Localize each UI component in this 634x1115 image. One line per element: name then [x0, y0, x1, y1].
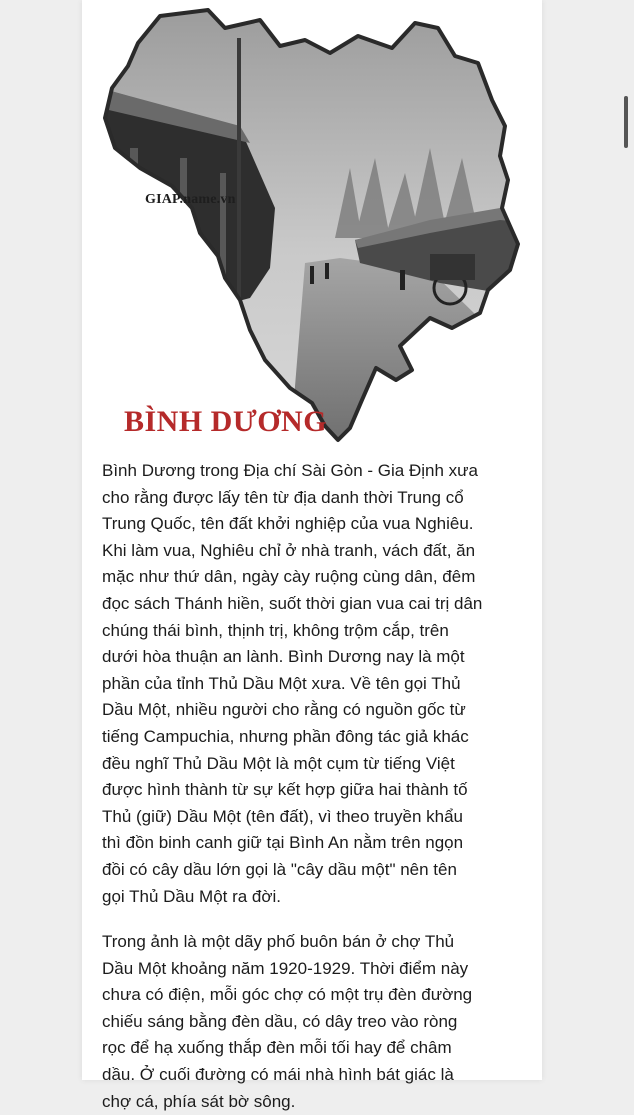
province-map-photo — [100, 8, 530, 448]
article-body — [102, 458, 532, 1115]
text-line: đều nghĩ Thủ Dầu Một là một cụm từ tiếng Việt — [102, 753, 455, 773]
paragraph-1 — [102, 458, 532, 910]
text-line: rọc để hạ xuống thắp đèn mỗi tối hay để châm — [102, 1038, 452, 1058]
text-line: phần của tỉnh Thủ Dầu Một xưa. Về tên gọi Thủ — [102, 673, 461, 693]
text-line: cho rằng được lấy tên từ địa danh thời Trung cổ — [102, 487, 464, 507]
text-line: Dầu Một, nhiều người cho rằng có nguồn gốc từ — [102, 700, 466, 720]
text-line: Trung Quốc, tên đất khởi nghiệp của vua Nghiêu. — [102, 514, 474, 534]
text-line: đồi có cây dầu lớn gọi là "cây dầu một" nên tên — [102, 859, 457, 879]
text-line: chiếu sáng bằng đèn dầu, có dây treo vào ròng — [102, 1011, 458, 1031]
text-line: Khi làm vua, Nghiêu chỉ ở nhà tranh, vách đất, ăn — [102, 540, 476, 560]
scrollbar-thumb[interactable] — [624, 96, 628, 148]
text-line: tiếng Campuchia, nhưng phần đông tác giả khác — [102, 726, 469, 746]
text-line: chưa có điện, mỗi góc chợ có một trụ đèn đường — [102, 985, 473, 1005]
photo-watermark: GIAP.name.vn — [145, 192, 236, 207]
text-line: Dầu Một khoảng năm 1920-1929. Thời điểm này — [102, 958, 469, 978]
text-line: đọc sách Thánh hiền, suốt thời gian vua cai trị dân — [102, 593, 483, 613]
paragraph-2 — [102, 929, 532, 1115]
text-line: dưới hòa thuận an lành. Bình Dương nay là một — [102, 647, 465, 667]
province-title: BÌNH DƯƠNG — [124, 405, 328, 438]
text-line: được hình thành từ sự kết hợp giữa hai thành tố — [102, 780, 468, 800]
text-line: Bình Dương trong Địa chí Sài Gòn - Gia Định xưa — [102, 461, 478, 480]
map-photo-svg — [100, 8, 530, 448]
text-line: mặc như thứ dân, ngày cày ruộng cùng dân, đêm — [102, 567, 476, 587]
text-line: Trong ảnh là một dãy phố buôn bán ở chợ Thủ — [102, 932, 455, 952]
text-line: thì đồn binh canh giữ tại Bình An nằm trên ngọn — [102, 833, 464, 853]
text-line: chúng thái bình, thịnh trị, không trộm cắp, trên — [102, 620, 449, 640]
text-line: dầu. Ở cuối đường có mái nhà hình bát giác là — [102, 1065, 454, 1085]
text-line: gọi Thủ Dầu Một ra đời. — [102, 886, 282, 906]
text-line: Thủ (giữ) Dầu Một (tên đất), vì theo truyền khẩu — [102, 806, 463, 826]
text-line: chợ cá, phía sát bờ sông. — [102, 1091, 296, 1111]
